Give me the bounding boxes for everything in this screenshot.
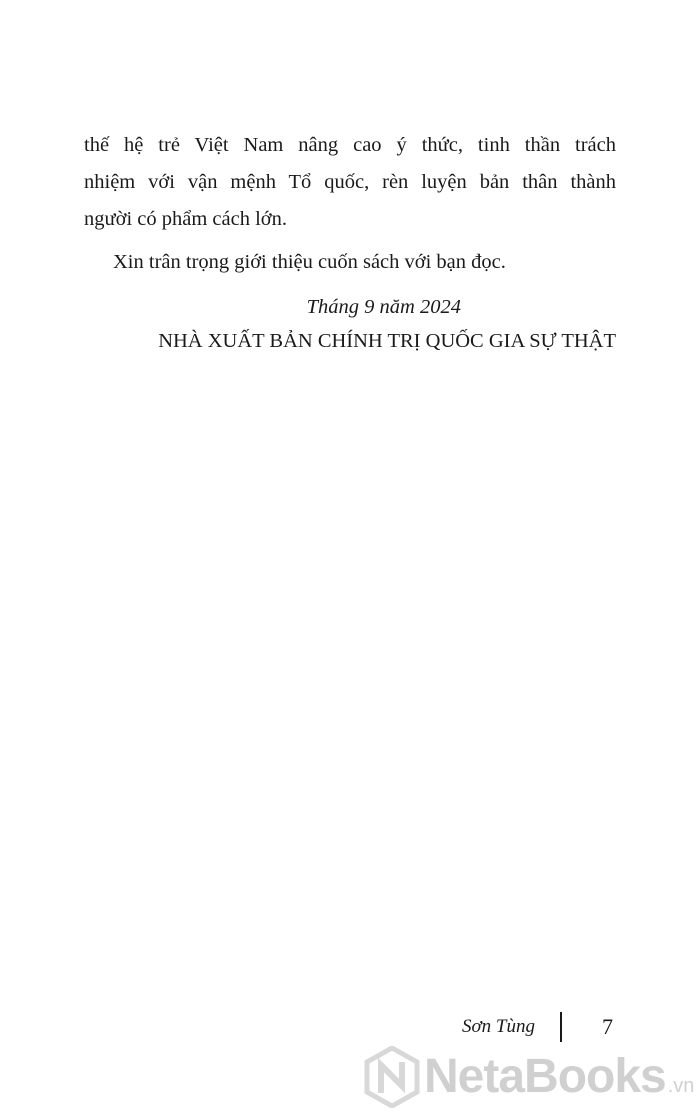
signature-block (84, 290, 616, 358)
watermark-brand: NetaBooks (424, 1050, 666, 1103)
body-line: người có phẩm cách lớn. (84, 208, 287, 230)
footer-divider (560, 1012, 562, 1042)
signature-date: Tháng 9 năm 2024 (306, 296, 461, 318)
watermark-suffix: .vn (667, 1075, 695, 1097)
body-line: nhiệm với vận mệnh Tổ quốc, rèn luyện bản thân thành (84, 171, 616, 193)
running-author: Sơn Tùng (462, 1016, 535, 1037)
page-number: 7 (602, 1014, 613, 1039)
closing-line: Xin trân trọng giới thiệu cuốn sách với bạn đọc. (113, 251, 506, 273)
watermark (364, 1042, 694, 1112)
signature-publisher: NHÀ XUẤT BẢN CHÍNH TRỊ QUỐC GIA SỰ THẬT (158, 330, 616, 352)
netabooks-logo-icon (364, 1046, 420, 1108)
body-line: thế hệ trẻ Việt Nam nâng cao ý thức, tinh thần trách (84, 134, 616, 156)
body-text (84, 127, 616, 281)
